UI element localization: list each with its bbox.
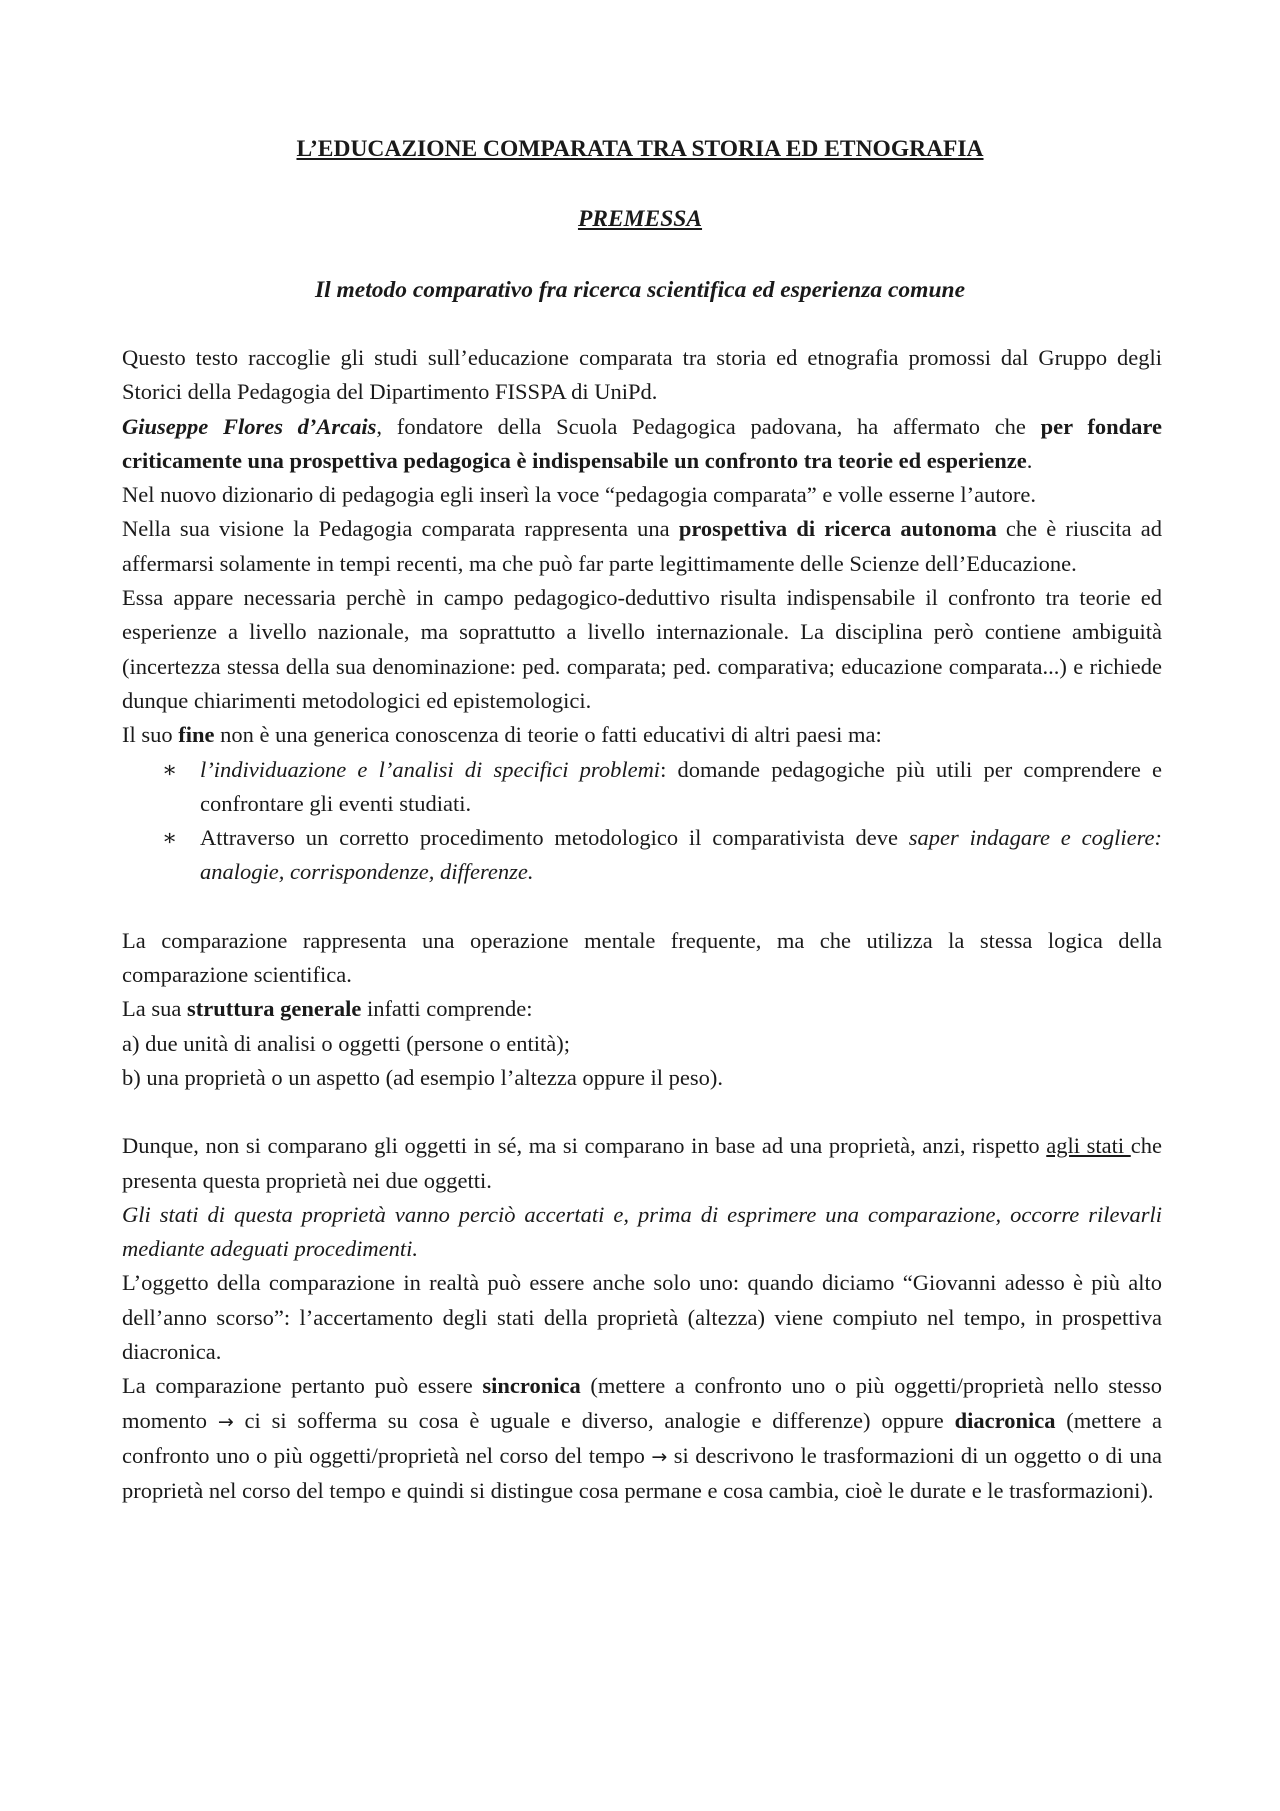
arrow-right-icon: → <box>217 1410 234 1433</box>
document-title: L’EDUCAZIONE COMPARATA TRA STORIA ED ETNOGRAFIA <box>296 136 984 162</box>
paragraph-stati: Gli stati di questa proprietà vanno perciò accertati e, prima di esprimere una comparazione, occorre rilevarli mediante adeguati procedimenti. <box>122 1201 1162 1262</box>
paragraph-struttura: La sua struttura generale infatti comprende: <box>122 996 533 1022</box>
paragraph-necessaria: Essa appare necessaria perchè in campo pedagogico-deduttivo risulta indispensabile il confronto tra teorie ed esperienze a livello nazionale, ma soprattutto a livello internazionale. La disciplina però contiene ambiguità (incertezza stessa della sua denominazione: ped. comparata; ped. comparativa; educazione comparata...) e richiede dunque chiarimenti metodologici ed epistemologici. <box>122 585 1162 713</box>
section-subtitle: Il metodo comparativo fra ricerca scientifica ed esperienza comune <box>314 277 966 303</box>
paragraph-oggetto: L’oggetto della comparazione in realtà può essere anche solo uno: quando diciamo “Giovanni adesso è più alto dell’anno scorso”: l’accertamento degli stati della proprietà (altezza) viene compiuto nel tempo, in prospettiva diacronica. <box>122 1270 1162 1365</box>
paragraph-flores: Giuseppe Flores d’Arcais, fondatore della Scuola Pedagogica padovana, ha affermato che per fondare criticamente una prospettiva pedagogica è indispensabile un confronto tra teorie ed esperienze. <box>122 413 1162 473</box>
spacer <box>122 890 1162 924</box>
list-item: ∗ l’individuazione e l’analisi di specifici problemi: domande pedagogiche più utili per comprendere e confrontare gli eventi studiati. <box>122 753 1162 822</box>
paragraph-intro: Questo testo raccoglie gli studi sull’educazione comparata tra storia ed etnografia promossi dal Gruppo degli Storici della Pedagogia del Dipartimento FISSPA di UniPd. <box>122 345 1162 405</box>
body-text <box>122 341 1162 1509</box>
paragraph-dizionario: Nel nuovo dizionario di pedagogia egli inserì la voce “pedagogia comparata” e volle esserne l’autore. <box>122 482 1037 508</box>
arrow-right-icon: → <box>651 1445 668 1468</box>
asterisk-bullet-icon: ∗ <box>162 756 178 782</box>
paragraph-comparazione: La comparazione rappresenta una operazione mentale frequente, ma che utilizza la stessa logica della comparazione scientifica. <box>122 927 1162 988</box>
asterisk-bullet-icon: ∗ <box>162 825 178 851</box>
section-title: PREMESSA <box>577 206 703 232</box>
list-line-b: b) una proprietà o un aspetto (ad esempio l’altezza oppure il peso). <box>122 1064 724 1090</box>
paragraph-dunque: Dunque, non si comparano gli oggetti in sé, ma si comparano in base ad una proprietà, anzi, rispetto agli stati che presenta questa proprietà nei due oggetti. <box>122 1133 1162 1193</box>
list-item: ∗ Attraverso un corretto procedimento metodologico il comparativista deve saper indagare e cogliere: analogie, corrispondenze, differenze. <box>122 821 1162 890</box>
paragraph-fine: Il suo fine non è una generica conoscenza di teorie o fatti educativi di altri paesi ma: <box>122 722 882 748</box>
author-name: Giuseppe Flores d’Arcais <box>122 413 377 439</box>
list-line-a: a) due unità di analisi o oggetti (persone o entità); <box>122 1030 570 1056</box>
bullet-list <box>122 753 1162 890</box>
spacer <box>122 1095 1162 1129</box>
paragraph-visione: Nella sua visione la Pedagogia comparata rappresenta una prospettiva di ricerca autonoma che è riuscita ad affermarsi solamente in tempi recenti, ma che può far parte legittimamente delle Scienze dell’Educazione. <box>122 516 1163 576</box>
paragraph-sincronica-diacronica: La comparazione pertanto può essere sincronica (mettere a confronto uno o più oggetti/proprietà nello stesso momento → ci si sofferma su cosa è uguale e diverso, analogie e differenze) oppure diacronica (mettere a confronto uno o più oggetti/proprietà nel corso del tempo → si descrivono le trasformazioni di un oggetto o di una proprietà nel corso del tempo e quindi si distingue cosa permane e cosa cambia, cioè le durate e le trasformazioni). <box>122 1373 1163 1504</box>
